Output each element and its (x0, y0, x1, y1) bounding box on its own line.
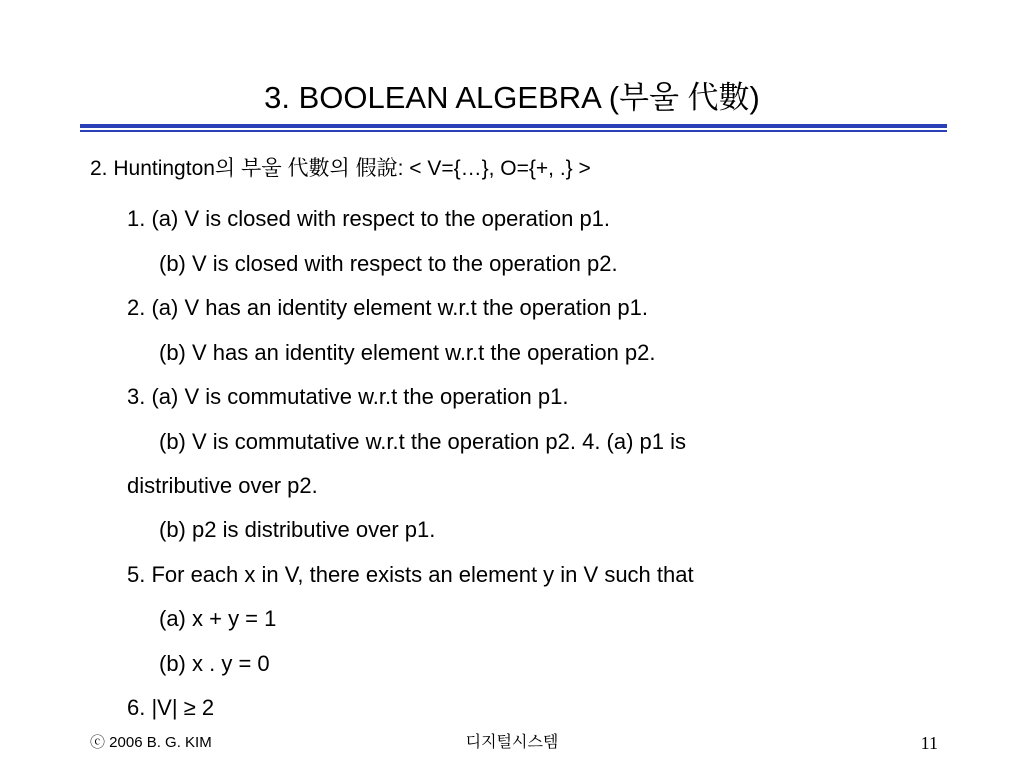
postulate-line: 2. (a) V has an identity element w.r.t the operation p1. (127, 295, 648, 320)
postulate-line: (b) V has an identity element w.r.t the operation p2. (159, 340, 656, 365)
postulate-line: 1. (a) V is closed with respect to the operation p1. (127, 206, 611, 231)
postulate-line: (b) p2 is distributive over p1. (159, 517, 436, 542)
title-rule-thin (80, 130, 947, 132)
slide-title: 3. BOOLEAN ALGEBRA (부울 代數) (264, 80, 760, 115)
footer-course-title: 디지털시스템 (465, 734, 559, 751)
postulate-line: (b) V is closed with respect to the operation p2. (159, 251, 618, 276)
title-rule-thick (80, 124, 947, 128)
postulate-line: (b) V is commutative w.r.t the operation p2. 4. (a) p1 is (159, 429, 687, 454)
section-heading: 2. Huntington의 부울 代數의 假說: < V={…}, O={+, .} > (90, 157, 591, 180)
footer-copyright: ⓒ 2006 B. G. KIM (90, 734, 212, 751)
postulate-line: (a) x + y = 1 (159, 606, 277, 631)
postulate-line: (b) x . y = 0 (159, 651, 270, 676)
postulate-line: 3. (a) V is commutative w.r.t the operation p1. (127, 384, 569, 409)
postulate-line: 6. |V| ≥ 2 (127, 695, 215, 720)
postulate-line: distributive over p2. (127, 473, 318, 498)
page-number: 11 (920, 733, 938, 753)
postulate-line: 5. For each x in V, there exists an element y in V such that (127, 562, 694, 587)
